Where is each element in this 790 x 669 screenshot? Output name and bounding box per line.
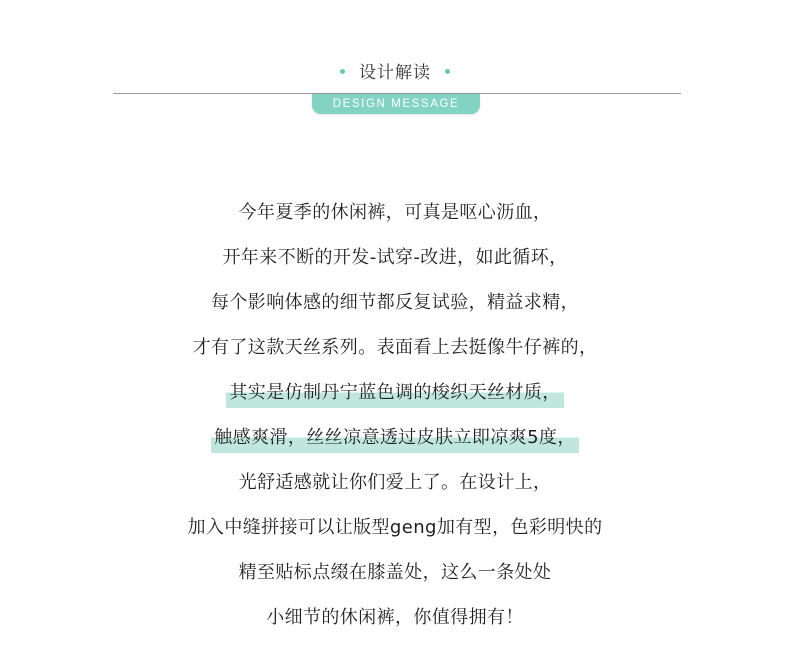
line-text: 今年夏季的休闲裤，可真是呕心沥血， [238,202,552,223]
left-dot-icon [340,69,345,74]
description-line [0,333,790,378]
design-description [0,198,790,648]
line-text: 小细节的休闲裤，你值得拥有！ [266,607,524,628]
description-line [0,603,790,648]
design-message-badge: DESIGN MESSAGE [312,94,480,114]
section-title-row [0,62,790,84]
right-dot-icon [445,69,450,74]
description-line-highlighted [0,423,790,468]
section-title: 设计解读 [359,63,431,83]
line-text: 精至贴标点缀在膝盖处，这么一条处处 [238,562,552,583]
line-text: 开年来不断的开发-试穿-改进，如此循环， [222,247,568,268]
description-line [0,243,790,288]
description-line [0,198,790,243]
description-line-highlighted [0,378,790,423]
section-header [0,0,790,120]
line-text: 加入中缝拼接可以让版型geng加有型，色彩明快的 [187,517,603,538]
line-text: 才有了这款天丝系列。表面看上去挺像牛仔裤的， [192,337,598,358]
highlighted-text: 触感爽滑，丝丝凉意透过皮肤立即凉爽5度， [211,423,578,453]
line-text: 光舒适感就让你们爱上了。在设计上， [238,472,552,493]
description-line [0,513,790,558]
description-line [0,558,790,603]
description-line [0,468,790,513]
description-line [0,288,790,333]
highlighted-text: 其实是仿制丹宁蓝色调的梭织天丝材质， [226,378,563,408]
line-text: 每个影响体感的细节都反复试验，精益求精， [211,292,579,313]
